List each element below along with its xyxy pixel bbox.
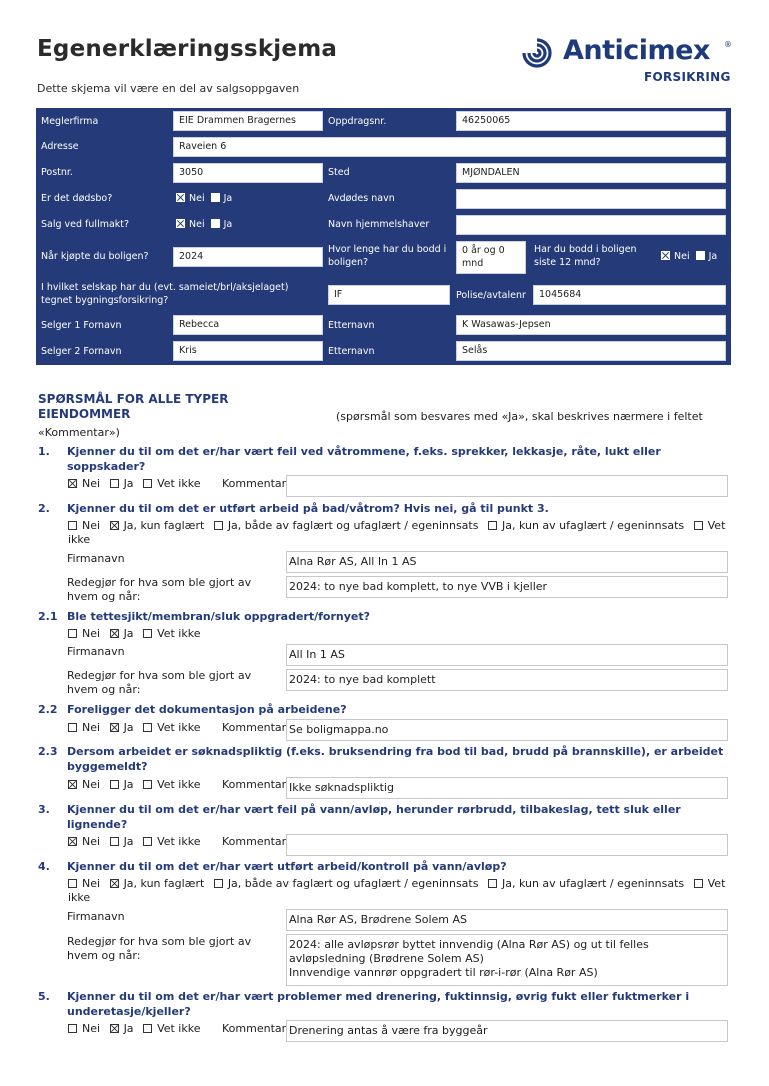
nei-label: Nei: [674, 251, 690, 262]
sted-field[interactable]: MJØNDALEN: [456, 163, 726, 183]
q1-vetikke-checkbox[interactable]: [143, 479, 152, 488]
q23-nei-checkbox[interactable]: [68, 780, 77, 789]
vet-ikke-label: Vet ikke: [157, 778, 201, 791]
etternavn2-field[interactable]: Selås: [456, 341, 726, 361]
q23-kommentar-field[interactable]: Ikke søknadspliktig: [286, 777, 728, 799]
adresse-label: Adresse: [41, 141, 79, 152]
etternavn1-field[interactable]: K Wasawas-Jepsen: [456, 315, 726, 335]
bodd12-nei-checkbox[interactable]: [661, 251, 670, 260]
vet-label: Vet: [707, 519, 726, 532]
polise-label: Polise/avtalenr: [456, 290, 526, 301]
ja-label: Ja: [123, 778, 134, 791]
q2-ja-faglaert-checkbox[interactable]: [110, 521, 119, 530]
ja-label: Ja: [123, 477, 134, 490]
q21-redegjor-field[interactable]: 2024: to nye bad komplett: [286, 669, 728, 691]
vet-ikke-label: Vet ikke: [157, 627, 201, 640]
q4-nei-checkbox[interactable]: [68, 879, 77, 888]
bodd12-options: [661, 250, 717, 263]
kjopt-label: Når kjøpte du boligen?: [41, 251, 149, 262]
oppdragsnr-label: Oppdragsnr.: [328, 116, 387, 127]
q2-options: [68, 519, 732, 547]
ja-begge-label: Ja, både av faglært og ufaglært / egeninnsats: [227, 519, 479, 532]
section-title: SPØRSMÅL FOR ALLE TYPER EIENDOMMER: [38, 392, 229, 421]
section-note-cont: «Kommentar»): [38, 426, 120, 439]
q1-kommentar-field[interactable]: [286, 475, 728, 497]
q21-nei-checkbox[interactable]: [68, 629, 77, 638]
selger1-label: Selger 1 Fornavn: [41, 320, 122, 331]
ja-faglaert-label: Ja, kun faglært: [123, 519, 205, 532]
ja-ufaglaert-label: Ja, kun av ufaglært / egeninnsats: [501, 519, 685, 532]
q2-number: 2.: [38, 502, 50, 515]
page-subtitle: Dette skjema vil være en del av salgsoppgaven: [37, 82, 300, 95]
nei-label: Nei: [82, 778, 101, 791]
ja-label: Ja: [223, 193, 233, 204]
vet-ikke-label: Vet ikke: [157, 1022, 201, 1035]
q5-kommentar-label: Kommentar: [222, 1022, 287, 1035]
property-info-panel: [36, 108, 731, 365]
q2-firmanavn-field[interactable]: Alna Rør AS, All In 1 AS: [286, 551, 728, 573]
q1-text: Kjenner du til om det er/har vært feil ved våtrommene, f.eks. sprekker, lekkasje, råte, lukt eller soppskader?: [67, 445, 661, 473]
postnr-label: Postnr.: [41, 167, 73, 178]
ja-begge-label: Ja, både av faglært og ufaglært / egeninnsats: [227, 877, 479, 890]
q3-vetikke-checkbox[interactable]: [143, 837, 152, 846]
q5-number: 5.: [38, 990, 50, 1003]
selskap-label: I hvilket selskap har du (evt. sameiet/brl/aksjelaget) tegnet bygningsforsikring?: [41, 282, 289, 306]
q23-number: 2.3: [38, 745, 58, 758]
q1-number: 1.: [38, 445, 50, 458]
q21-firmanavn-label: Firmanavn: [67, 645, 125, 658]
selskap-field[interactable]: IF: [328, 285, 450, 305]
nei-label: Nei: [82, 877, 101, 890]
hjemmel-field[interactable]: [456, 215, 726, 235]
q21-redegjor-label: Redegjør for hva som ble gjort av hvem og når:: [67, 669, 252, 696]
logo-registered: ®: [724, 40, 732, 49]
q4-text: Kjenner du til om det er/har vært utført arbeid/kontroll på vann/avløp?: [67, 860, 507, 873]
nei-label: Nei: [82, 477, 101, 490]
avdodes-label: Avdødes navn: [328, 193, 395, 204]
q1-ja-checkbox[interactable]: [110, 479, 119, 488]
dodsbo-ja-checkbox[interactable]: [211, 193, 220, 202]
ja-label: Ja: [708, 251, 718, 262]
selger1-field[interactable]: Rebecca: [173, 315, 323, 335]
q21-vetikke-checkbox[interactable]: [143, 629, 152, 638]
bodd-field[interactable]: 0 år og 0 mnd: [456, 241, 526, 274]
q2-ja-begge-checkbox[interactable]: [214, 521, 223, 530]
bodd12-ja-checkbox[interactable]: [696, 251, 705, 260]
q4-redegjor-label: Redegjør for hva som ble gjort av hvem og når:: [67, 935, 252, 962]
etternavn1-label: Etternavn: [328, 320, 375, 331]
q3-kommentar-label: Kommentar: [222, 835, 287, 848]
selger2-field[interactable]: Kris: [173, 341, 323, 361]
q22-number: 2.2: [38, 703, 58, 716]
q4-firmanavn-label: Firmanavn: [67, 910, 125, 923]
q21-firmanavn-field[interactable]: All In 1 AS: [286, 644, 728, 666]
q4-ja-ufaglaert-checkbox[interactable]: [488, 879, 497, 888]
q23-vetikke-checkbox[interactable]: [143, 780, 152, 789]
anticimex-logo: [517, 36, 737, 86]
fullmakt-label: Salg ved fullmakt?: [41, 219, 130, 230]
q23-ja-checkbox[interactable]: [110, 780, 119, 789]
q5-nei-checkbox[interactable]: [68, 1024, 77, 1033]
ja-ufaglaert-label: Ja, kun av ufaglært / egeninnsats: [501, 877, 685, 890]
vet-ikke-label: Vet ikke: [157, 721, 201, 734]
meglerfirma-field[interactable]: EIE Drammen Bragernes: [173, 111, 323, 131]
q22-nei-checkbox[interactable]: [68, 723, 77, 732]
avdodes-field[interactable]: [456, 189, 726, 209]
dodsbo-label: Er det dødsbo?: [41, 193, 113, 204]
q3-text: Kjenner du til om det er/har vært feil på vann/avløp, herunder rørbrudd, tilbakeslag, tett sluk eller lignende?: [67, 803, 681, 831]
postnr-field[interactable]: 3050: [173, 163, 323, 183]
q4-redegjor-field[interactable]: 2024: alle avløpsrør byttet innvendig (Alna Rør AS) og ut til felles avløpsledning (Brødrene Solem AS) Innvendige vannrør oppgradert til rør-i-rør (Alna Rør AS): [286, 934, 728, 986]
fullmakt-options: [176, 218, 232, 231]
adresse-field[interactable]: Raveien 6: [173, 137, 726, 157]
nei-label: Nei: [189, 219, 205, 230]
selger2-label: Selger 2 Fornavn: [41, 346, 122, 357]
dodsbo-nei-checkbox[interactable]: [176, 193, 185, 202]
nei-label: Nei: [82, 627, 101, 640]
ja-faglaert-label: Ja, kun faglært: [123, 877, 205, 890]
q4-ja-begge-checkbox[interactable]: [214, 879, 223, 888]
q23-kommentar-label: Kommentar: [222, 778, 287, 791]
ikke-label: ikke: [68, 891, 91, 904]
q21-text: Ble tettesjikt/membran/sluk oppgradert/fornyet?: [67, 610, 370, 623]
q4-options: [68, 877, 732, 905]
vet-ikke-label: Vet ikke: [157, 477, 201, 490]
hjemmel-label: Navn hjemmelshaver: [328, 219, 430, 230]
meglerfirma-label: Meglerfirma: [41, 116, 99, 127]
ja-label: Ja: [123, 721, 134, 734]
q1-nei-checkbox[interactable]: [68, 479, 77, 488]
bodd12-label: Har du bodd i boligen siste 12 mnd?: [534, 244, 637, 268]
nei-label: Nei: [189, 193, 205, 204]
polise-field[interactable]: 1045684: [533, 285, 726, 305]
kjopt-field[interactable]: 2024: [173, 247, 323, 267]
q22-text: Foreligger det dokumentasjon på arbeidene?: [67, 703, 347, 716]
q21-number: 2.1: [38, 610, 58, 623]
ja-label: Ja: [223, 219, 233, 230]
page-title: Egenerklæringsskjema: [37, 36, 338, 62]
bodd-label: Hvor lenge har du bodd i boligen?: [328, 244, 447, 268]
nei-label: Nei: [82, 835, 101, 848]
logo-subtitle: FORSIKRING: [644, 70, 731, 84]
q5-ja-checkbox[interactable]: [110, 1024, 119, 1033]
logo-name: Anticimex: [563, 35, 710, 66]
sted-label: Sted: [328, 167, 350, 178]
q3-number: 3.: [38, 803, 50, 816]
ja-label: Ja: [123, 627, 134, 640]
q22-kommentar-label: Kommentar: [222, 721, 287, 734]
q2-firmanavn-label: Firmanavn: [67, 552, 125, 565]
q22-kommentar-field[interactable]: Se boligmappa.no: [286, 719, 728, 741]
q21-options: [68, 627, 732, 641]
nei-label: Nei: [82, 1022, 101, 1035]
q2-vetikke-checkbox[interactable]: [694, 521, 703, 530]
q4-firmanavn-field[interactable]: Alna Rør AS, Brødrene Solem AS: [286, 909, 728, 931]
q4-ja-faglaert-checkbox[interactable]: [110, 879, 119, 888]
etternavn2-label: Etternavn: [328, 346, 375, 357]
spiral-icon: [517, 36, 557, 70]
q2-nei-checkbox[interactable]: [68, 521, 77, 530]
q5-vetikke-checkbox[interactable]: [143, 1024, 152, 1033]
ja-label: Ja: [123, 835, 134, 848]
q2-text: Kjenner du til om det er utført arbeid på bad/våtrom? Hvis nei, gå til punkt 3.: [67, 502, 549, 515]
q3-nei-checkbox[interactable]: [68, 837, 77, 846]
q4-number: 4.: [38, 860, 50, 873]
q22-ja-checkbox[interactable]: [110, 723, 119, 732]
q2-redegjor-label: Redegjør for hva som ble gjort av hvem og når:: [67, 576, 252, 603]
q3-kommentar-field[interactable]: [286, 834, 728, 856]
q2-redegjor-field[interactable]: 2024: to nye bad komplett, to nye VVB i kjeller: [286, 576, 728, 598]
vet-ikke-label: Vet ikke: [157, 835, 201, 848]
nei-label: Nei: [82, 519, 101, 532]
fullmakt-nei-checkbox[interactable]: [176, 219, 185, 228]
fullmakt-ja-checkbox[interactable]: [211, 219, 220, 228]
q5-text: Kjenner du til om det er/har vært problemer med drenering, fuktinnsig, øvrig fukt eller fuktmerker i underetasje/kjeller?: [67, 990, 690, 1018]
q4-vetikke-checkbox[interactable]: [694, 879, 703, 888]
q1-kommentar-label: Kommentar: [222, 477, 287, 490]
dodsbo-options: [176, 192, 232, 205]
vet-label: Vet: [707, 877, 726, 890]
q22-vetikke-checkbox[interactable]: [143, 723, 152, 732]
q3-ja-checkbox[interactable]: [110, 837, 119, 846]
ja-label: Ja: [123, 1022, 134, 1035]
q2-ja-ufaglaert-checkbox[interactable]: [488, 521, 497, 530]
q5-kommentar-field[interactable]: Drenering antas å være fra byggeår: [286, 1020, 728, 1042]
nei-label: Nei: [82, 721, 101, 734]
q21-ja-checkbox[interactable]: [110, 629, 119, 638]
section-note: (spørsmål som besvares med «Ja», skal beskrives nærmere i feltet: [336, 410, 703, 423]
q23-text: Dersom arbeidet er søknadspliktig (f.eks. bruksendring fra bod til bad, brudd på brannskille), er arbeidet byggemeldt?: [67, 745, 724, 773]
oppdragsnr-field[interactable]: 46250065: [456, 111, 726, 131]
ikke-label: ikke: [68, 533, 91, 546]
